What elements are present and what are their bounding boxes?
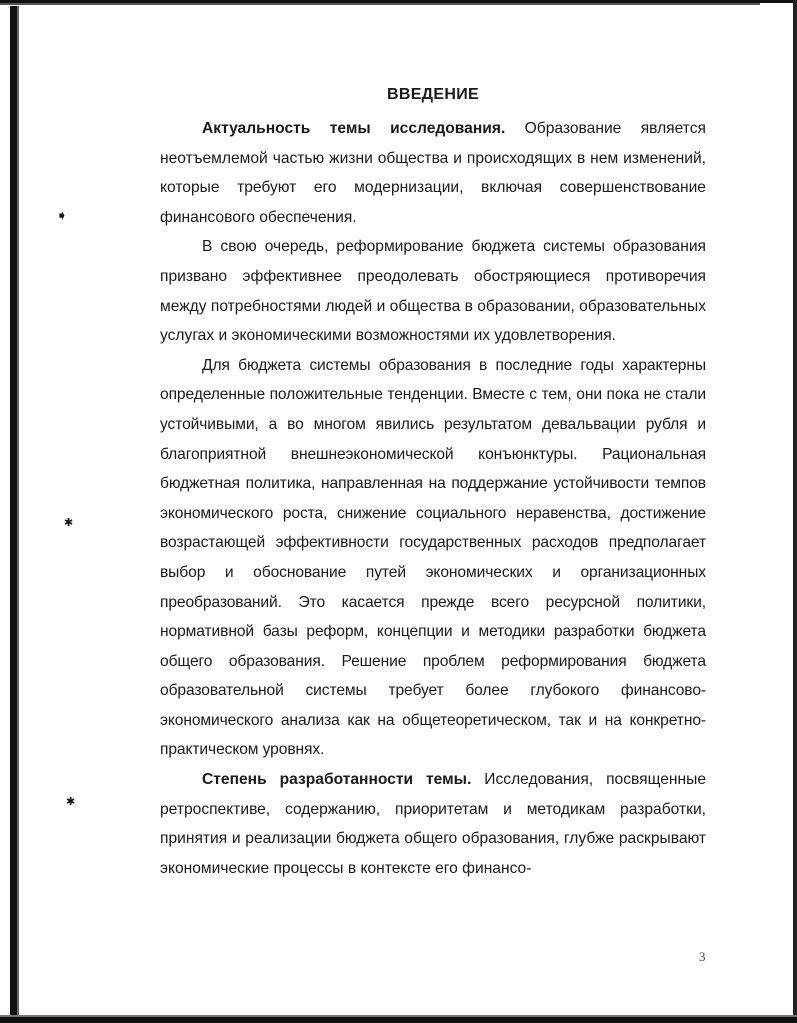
paragraph-text: Исследования, посвященные ретроспективе, содержанию, приоритетам и методикам разработки, принятия и реализации бюджета общего образования, глубже раскрывают экономические процессы в контексте его финансо- [160,771,706,877]
scan-border-right [793,0,797,1023]
scan-border-top-shadow [0,3,760,5]
paragraph [160,232,706,350]
document-body [160,114,706,883]
paragraph [160,114,706,232]
paragraph-text: Образование является неотъемлемой частью жизни общества и происходящих в нем изменений, которые требуют его модернизации, включая совершенствование финансового обеспечения. [160,120,706,226]
page-title: ВВЕДЕНИЕ [387,86,479,103]
paragraph-text: Для бюджета системы образования в последние годы характерны определенные положительные тенденции. Вместе с тем, они пока не стали устойчивыми, а во многом явились результатом девальвации рубля и благоприятной внешнеэкономической конъюнктуры. Рациональная бюджетная политика, направленная на поддержание устойчивости темпов экономического роста, снижение социального неравенства, достижение возрастающей эффективности государственных расходов предполагает выбор и обоснование путей экономических и организационных преобразований. Это касается прежде всего ресурсной политики, нормативной базы реформ, концепции и методики разработки бюджета общего образования. Решение проблем реформирования бюджета образовательной системы требует более глубокого финансово-экономического анализа как на общетеоретическом, так и на конкретно-практическом уровнях. [160,356,706,759]
scan-border-left [10,6,17,1023]
scan-border-bottom-shadow [0,1015,797,1017]
paragraph [160,765,706,883]
scan-border-left-shadow [17,6,19,1023]
scan-border-bottom [0,1017,797,1023]
paragraph [160,351,706,765]
paragraph-text: В свою очередь, реформирование бюджета системы образования призвано эффективнее преодолевать обостряющиеся противоречия между потребностями людей и общества в образовании, образовательных услугах и экономическими возможностями их удовлетворения. [160,238,706,345]
page-number: 3 [699,949,706,964]
margin-mark: ✱ [64,517,74,529]
margin-mark: ✱ [66,796,76,808]
paragraph-lead: Степень разработанности темы. [202,771,472,789]
margin-mark: ➧ [56,207,68,223]
paragraph-lead: Актуальность темы исследования. [202,120,506,137]
